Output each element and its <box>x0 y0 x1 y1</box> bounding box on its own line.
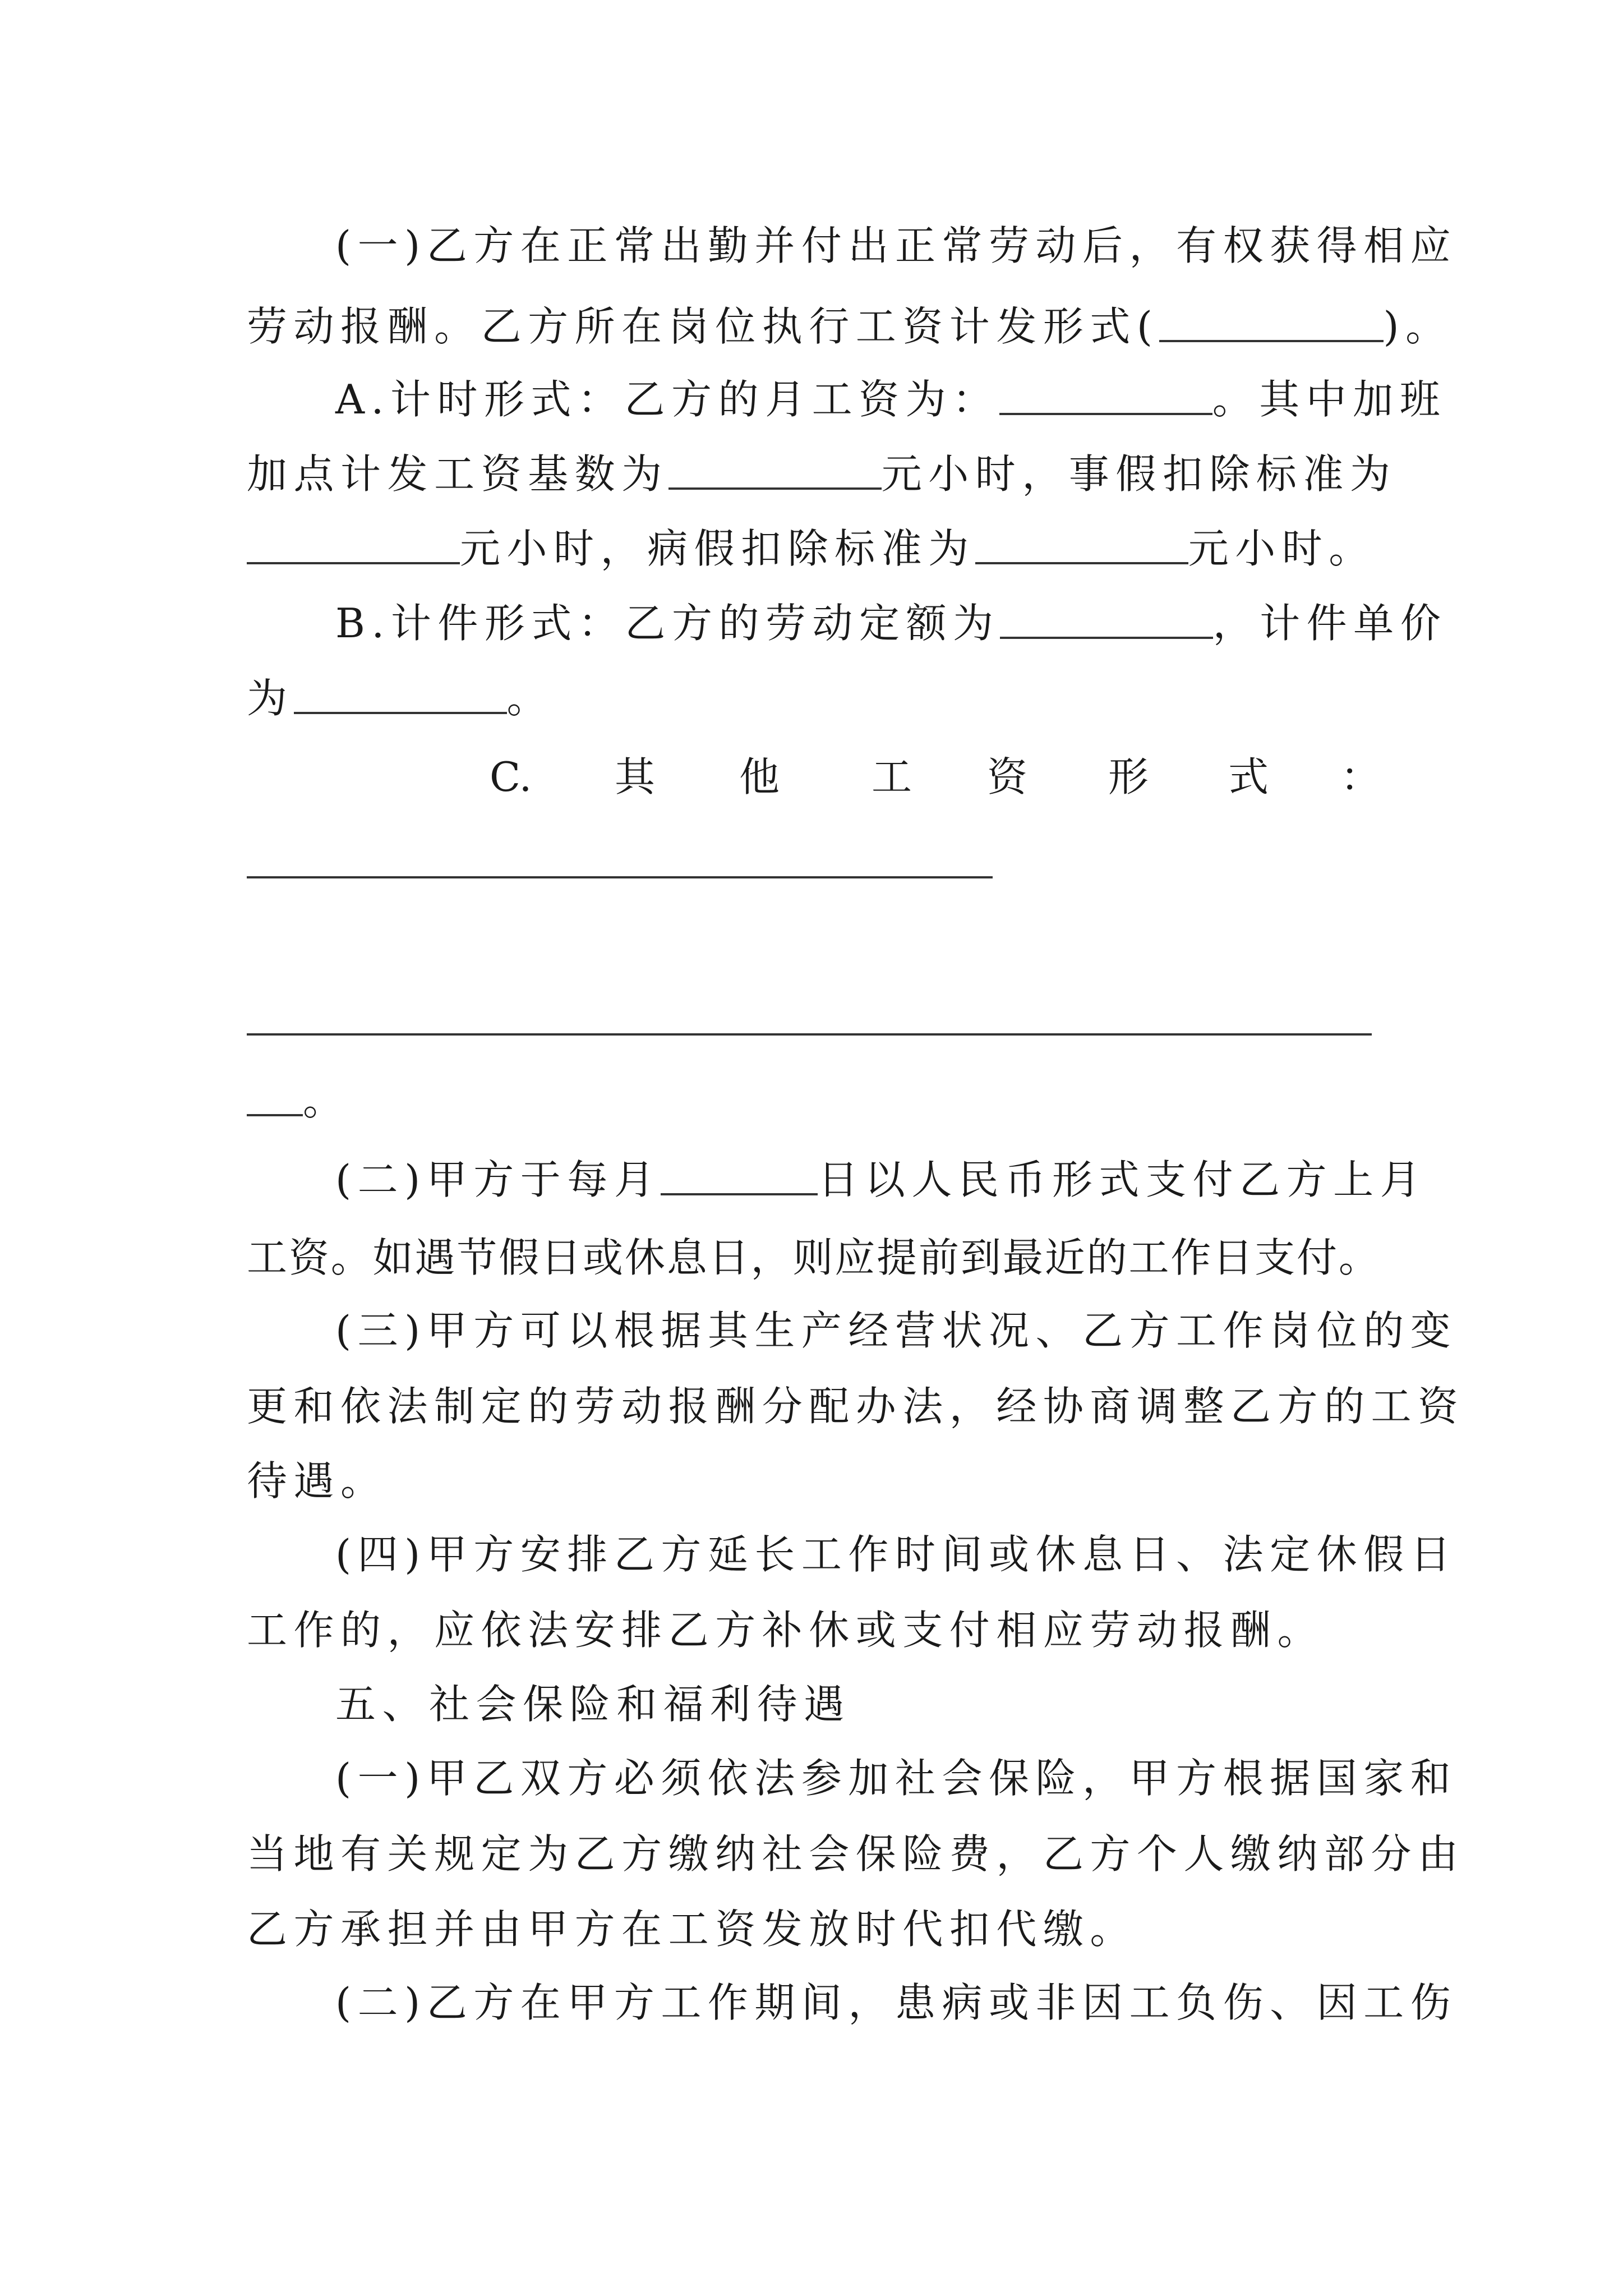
wage-p3-line2: 更和依法制定的劳动报酬分配办法，经协商调整乙方的工资 <box>247 1383 1465 1430</box>
wage-c-char-6: 式 <box>1228 753 1269 800</box>
wage-p2-line1 <box>335 1152 1427 1208</box>
wage-b-line2 <box>247 670 554 726</box>
wage-c-char-2: 他 <box>739 753 780 800</box>
other-wage-blank-line2[interactable] <box>247 1033 1372 1036</box>
wage-a-line2-end: 元小时，事假扣除标准为 <box>881 450 1397 498</box>
wage-c-char-1: 其 <box>615 753 656 800</box>
wage-b-line1-end: ，计件单价 <box>1212 600 1447 647</box>
other-wage-blank-end[interactable] <box>247 1073 303 1116</box>
wage-c-char-0: C. <box>490 753 532 800</box>
wage-b-line2-end: 。 <box>506 675 554 722</box>
wage-c-char-7: ： <box>1340 753 1381 800</box>
insurance-p1-line1: (一)甲乙双方必须依法参加社会保险，甲方根据国家和 <box>335 1755 1458 1802</box>
wage-form-blank[interactable] <box>1159 298 1384 342</box>
labor-quota-blank[interactable] <box>1000 595 1213 639</box>
wage-b-line1-text: B.计件形式：乙方的劳动定额为 <box>335 600 1000 647</box>
monthly-wage-blank[interactable] <box>999 371 1212 415</box>
wage-a-line2-text: 加点计发工资基数为 <box>247 450 668 498</box>
wage-a-line2 <box>247 446 1396 502</box>
wage-p3-line3: 待遇。 <box>247 1457 388 1504</box>
other-wage-blank-line1[interactable] <box>247 876 993 878</box>
sick-leave-blank[interactable] <box>975 521 1188 564</box>
wage-a-line3-end: 元小时。 <box>1188 525 1376 572</box>
wage-p2-line1-end: 日以人民币形式支付乙方上月 <box>818 1156 1427 1203</box>
personal-leave-blank[interactable] <box>247 521 460 564</box>
wage-b-line2-text: 为 <box>247 675 294 722</box>
section-heading: 五、社会保险和福利待遇 <box>335 1681 851 1728</box>
wage-p4-line2: 工作的，应依法安排乙方补休或支付相应劳动报酬。 <box>247 1607 1324 1654</box>
wage-p2-line2: 工资。如遇节假日或休息日，则应提前到最近的工作日支付。 <box>247 1234 1381 1281</box>
wage-b-line1 <box>335 595 1447 651</box>
insurance-p1-line3: 乙方承担并由甲方在工资发放时代扣代缴。 <box>247 1906 1137 1953</box>
wage-p1-line1: (一)乙方在正常出勤并付出正常劳动后，有权获得相应 <box>335 222 1458 269</box>
pay-day-blank[interactable] <box>661 1152 818 1195</box>
wage-a-line1 <box>335 371 1446 427</box>
wage-p1-line2 <box>247 298 1453 355</box>
insurance-p1-line2: 当地有关规定为乙方缴纳社会保险费，乙方个人缴纳部分由 <box>247 1830 1465 1878</box>
wage-a-line3 <box>247 521 1376 577</box>
wage-c-char-4: 资 <box>987 753 1028 800</box>
wage-p1-line2-text: 劳动报酬。乙方所在岗位执行工资计发形式( <box>247 303 1159 350</box>
wage-c-char-5: 形 <box>1108 753 1149 800</box>
wage-a-line3-text: 元小时，病假扣除标准为 <box>460 525 975 572</box>
wage-p4-line1: (四)甲方安排乙方延长工作时间或休息日、法定休假日 <box>335 1531 1458 1578</box>
wage-a-line1-text: A.计时形式：乙方的月工资为： <box>335 376 999 423</box>
unit-price-blank[interactable] <box>294 670 507 714</box>
wage-p1-line2-end: )。 <box>1383 303 1453 350</box>
wage-a-line1-end: 。其中加班 <box>1212 376 1447 423</box>
wage-c-end: 。 <box>303 1077 350 1124</box>
wage-c-char-3: 工 <box>872 753 912 800</box>
wage-p3-line1: (三)甲方可以根据其生产经营状况、乙方工作岗位的变 <box>335 1307 1458 1354</box>
insurance-p2-line1: (二)乙方在甲方工作期间，患病或非因工负伤、因工伤 <box>335 1979 1458 2026</box>
wage-p2-line1-text: (二)甲方于每月 <box>335 1156 661 1203</box>
wage-c-end-line <box>247 1073 350 1129</box>
overtime-base-blank[interactable] <box>668 446 882 490</box>
